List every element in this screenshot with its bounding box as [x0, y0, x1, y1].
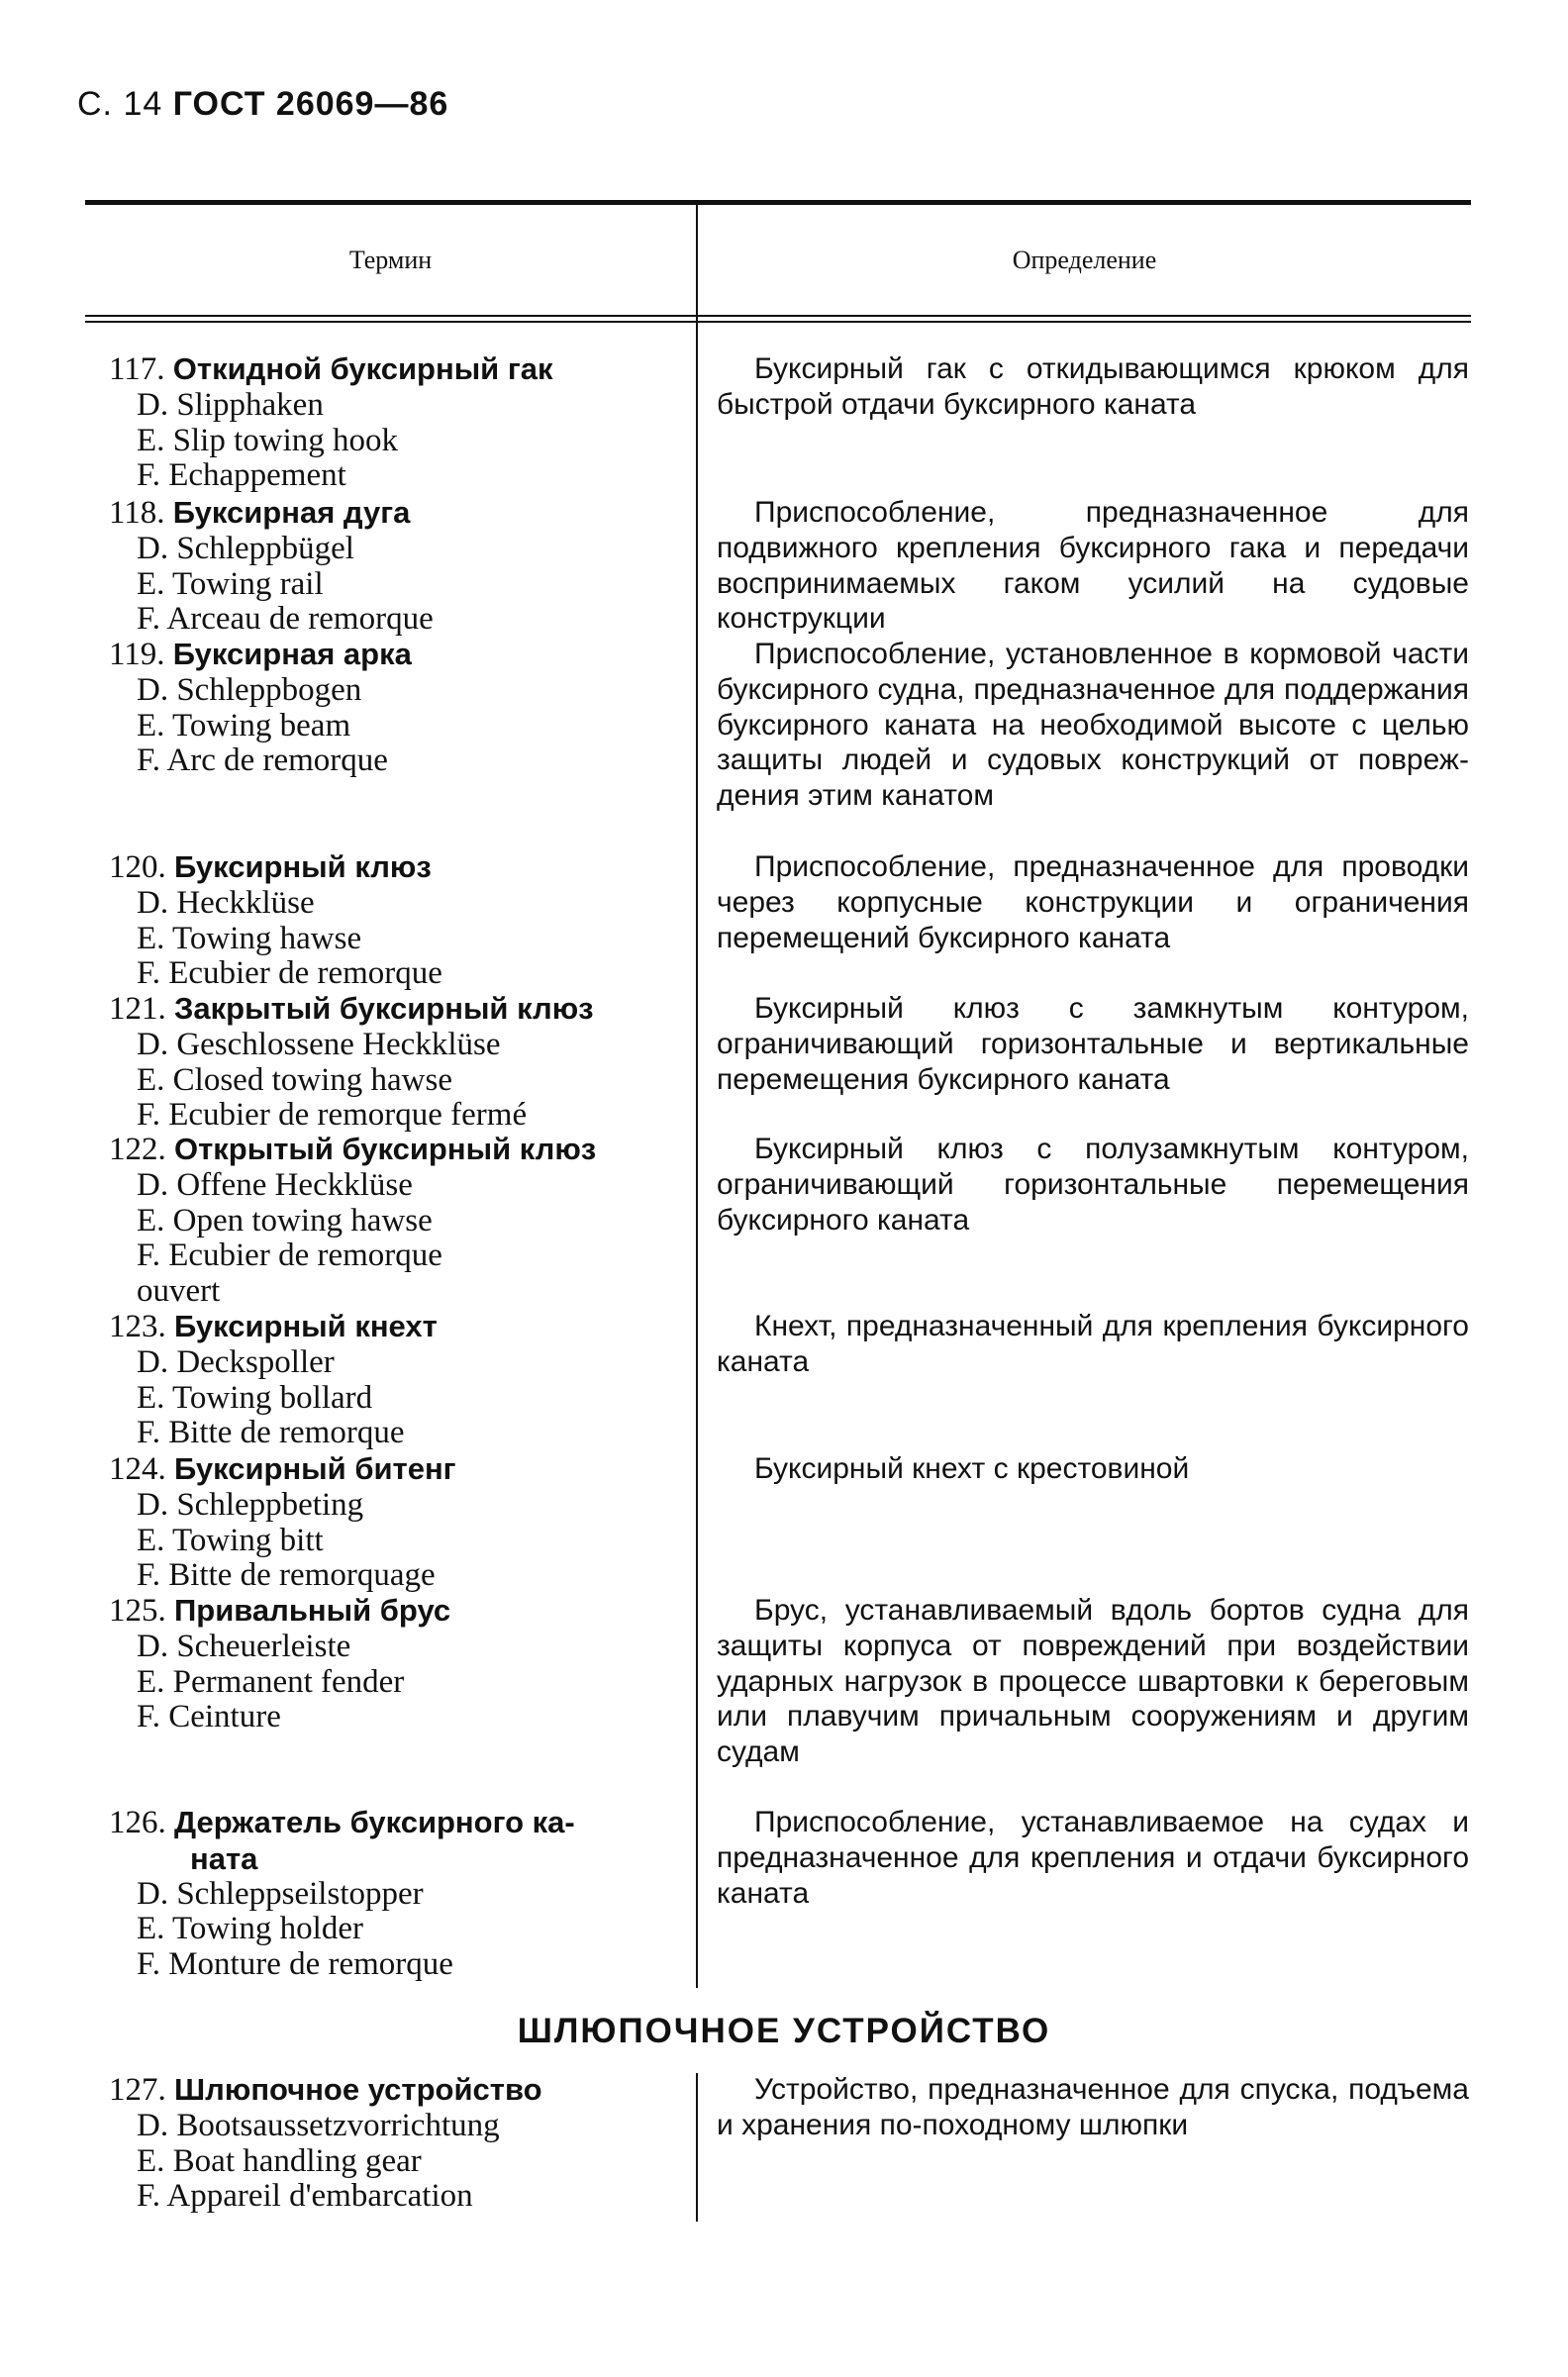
definition-126: [717, 1805, 1469, 1911]
definition-text: Буксирный гак с откидывающимся крюком для быстрой отдачи буксирного каната: [717, 352, 1469, 421]
term-entry-125: [109, 1593, 663, 1735]
term-en: E. Slip towing hook: [137, 422, 399, 458]
term-fr-continued: ouvert: [137, 1273, 221, 1310]
term-en: E. Towing beam: [137, 707, 351, 743]
term-de: D. Schleppbeting: [137, 1486, 364, 1523]
term-ru: Буксирная арка: [172, 637, 412, 671]
table-top-rule: [85, 200, 1471, 205]
term-ru: Буксирный кнехт: [174, 1309, 438, 1343]
term-entry-117: [109, 351, 663, 494]
definition-118: [717, 495, 1469, 637]
column-divider-body: [696, 323, 698, 1988]
term-entry-122: [109, 1132, 663, 1310]
term-de: D. Schleppbogen: [137, 671, 362, 708]
term-number: 119.: [109, 637, 165, 672]
definition-120: [717, 849, 1469, 955]
term-en: E. Towing bitt: [137, 1522, 324, 1558]
term-fr: F. Ceinture: [137, 1699, 281, 1735]
term-ru: Буксирная дуга: [172, 495, 411, 530]
term-en: E. Towing rail: [137, 565, 324, 602]
definition-127: [717, 2072, 1469, 2143]
definition-text: Кнехт, предназначенный для крепления буксирного каната: [717, 1310, 1469, 1378]
term-fr: F. Bitte de remorque: [137, 1415, 405, 1451]
table-head-rule-2: [85, 321, 1471, 323]
term-ru-continued: ната: [190, 1840, 258, 1876]
column-divider-section: [696, 2073, 698, 2222]
section-heading: ШЛЮПОЧНОЕ УСТРОЙСТВО: [517, 2012, 1051, 2050]
column-header-definition: Определение: [1012, 246, 1157, 274]
term-de: D. Schleppbügel: [137, 530, 354, 566]
definition-text: Буксирный клюз с полузамкнутым контуром, ограничивающий горизонтальные перемещения буксирного каната: [717, 1133, 1469, 1237]
definition-119: [717, 637, 1469, 814]
term-entry-119: [109, 637, 663, 779]
term-ru: Закрытый буксирный клюз: [174, 991, 594, 1026]
term-number: 122.: [109, 1132, 166, 1167]
definition-text: Буксирный клюз с замкнутым контуром, ограничивающий горизонтальные и вертикальные перемещения буксирного каната: [717, 992, 1469, 1096]
term-de: D. Offene Heckklüse: [137, 1166, 413, 1203]
term-en: E. Boat handling gear: [137, 2142, 422, 2179]
term-number: 123.: [109, 1309, 166, 1344]
term-ru: Откидной буксирный гак: [172, 351, 553, 386]
term-de: D. Bootsaussetzvorrichtung: [137, 2107, 500, 2143]
term-en: E. Towing holder: [137, 1911, 363, 1947]
term-entry-127: [109, 2072, 663, 2215]
term-number: 126.: [109, 1805, 166, 1840]
term-fr: F. Echappement: [137, 457, 346, 494]
term-ru: Открытый буксирный клюз: [174, 1132, 597, 1166]
term-en: E. Towing bollard: [137, 1379, 373, 1416]
definition-text: Приспособление, устанавливаемое на судах и предназначенное для крепления и отдачи буксирного каната: [717, 1806, 1469, 1910]
term-number: 117.: [109, 351, 165, 387]
term-entry-120: [109, 849, 663, 992]
term-de: D. Geschlossene Heckklüse: [137, 1026, 501, 1062]
term-number: 118.: [109, 495, 165, 531]
term-fr: F. Arc de remorque: [137, 743, 388, 779]
term-de: D. Heckklüse: [137, 884, 315, 921]
term-de: D. Schleppseilstopper: [137, 1875, 424, 1912]
term-fr: F. Ecubier de remorque: [137, 1238, 442, 1274]
definition-text: Приспособление, предназначенное для подвижного крепления буксирного гака и передачи воспринимаемых гаком усилий на судовые конструкции: [717, 496, 1469, 636]
page-number: С. 14: [77, 85, 163, 123]
definition-123: [717, 1309, 1469, 1380]
definition-124: [717, 1451, 1469, 1487]
term-ru: Буксирный битенг: [174, 1451, 456, 1486]
page-header: [77, 85, 448, 124]
definition-117: [717, 351, 1469, 423]
term-de: D. Slipphaken: [137, 386, 324, 423]
definition-text: Устройство, предназначенное для спуска, подъема и хранения по-походному шлюпки: [717, 2073, 1469, 2141]
term-entry-124: [109, 1451, 663, 1594]
definition-text: Приспособление, установленное в кормовой части буксирного судна, предназначенное для поддержания буксирного каната на необходимой высоте с целью защиты людей и судовых конструкций от повреждения этим канатом: [717, 638, 1469, 813]
term-en: E. Open towing hawse: [137, 1202, 433, 1238]
term-entry-123: [109, 1309, 663, 1451]
term-ru: Буксирный клюз: [174, 849, 432, 884]
term-ru: Привальный брус: [174, 1593, 451, 1628]
term-en: E. Permanent fender: [137, 1663, 405, 1700]
standard-number: ГОСТ 26069—86: [172, 85, 449, 123]
term-entry-118: [109, 495, 663, 638]
term-fr: F. Monture de remorque: [137, 1946, 453, 1983]
term-fr: F. Ecubier de remorque fermé: [137, 1097, 528, 1134]
table-head-rule-1: [85, 315, 1471, 317]
term-number: 124.: [109, 1451, 166, 1487]
definition-121: [717, 991, 1469, 1097]
term-fr: F. Bitte de remorquage: [137, 1557, 436, 1594]
term-number: 121.: [109, 991, 166, 1027]
definition-text: Приспособление, предназначенное для проводки через корпусные конструкции и ограничения перемещений буксирного каната: [717, 850, 1469, 954]
term-ru: Шлюпочное устройство: [174, 2072, 542, 2107]
term-fr: F. Arceau de remorque: [137, 601, 434, 638]
definition-text: Буксирный кнехт с крестовиной: [754, 1452, 1190, 1485]
term-entry-126: [109, 1805, 663, 1983]
term-number: 120.: [109, 849, 166, 885]
definition-125: [717, 1593, 1469, 1770]
definition-122: [717, 1132, 1469, 1238]
term-entry-121: [109, 991, 663, 1134]
term-en: E. Closed towing hawse: [137, 1061, 452, 1098]
term-ru: Держатель буксирного ка-: [174, 1805, 575, 1839]
term-fr: F. Appareil d'embarcation: [137, 2178, 473, 2215]
term-en: E. Towing hawse: [137, 920, 362, 956]
term-de: D. Scheuerleiste: [137, 1628, 351, 1664]
definition-text: Брус, устанавливаемый вдоль бортов судна для защиты корпуса от повреждений при воздействии ударных нагрузок в процессе швартовки к береговым или плавучим причальным сооружениям и другим судам: [717, 1594, 1469, 1769]
term-number: 125.: [109, 1593, 166, 1629]
term-de: D. Deckspoller: [137, 1343, 335, 1380]
term-fr: F. Ecubier de remorque: [137, 955, 442, 992]
column-header-term: Термин: [348, 246, 433, 274]
term-number: 127.: [109, 2072, 166, 2108]
